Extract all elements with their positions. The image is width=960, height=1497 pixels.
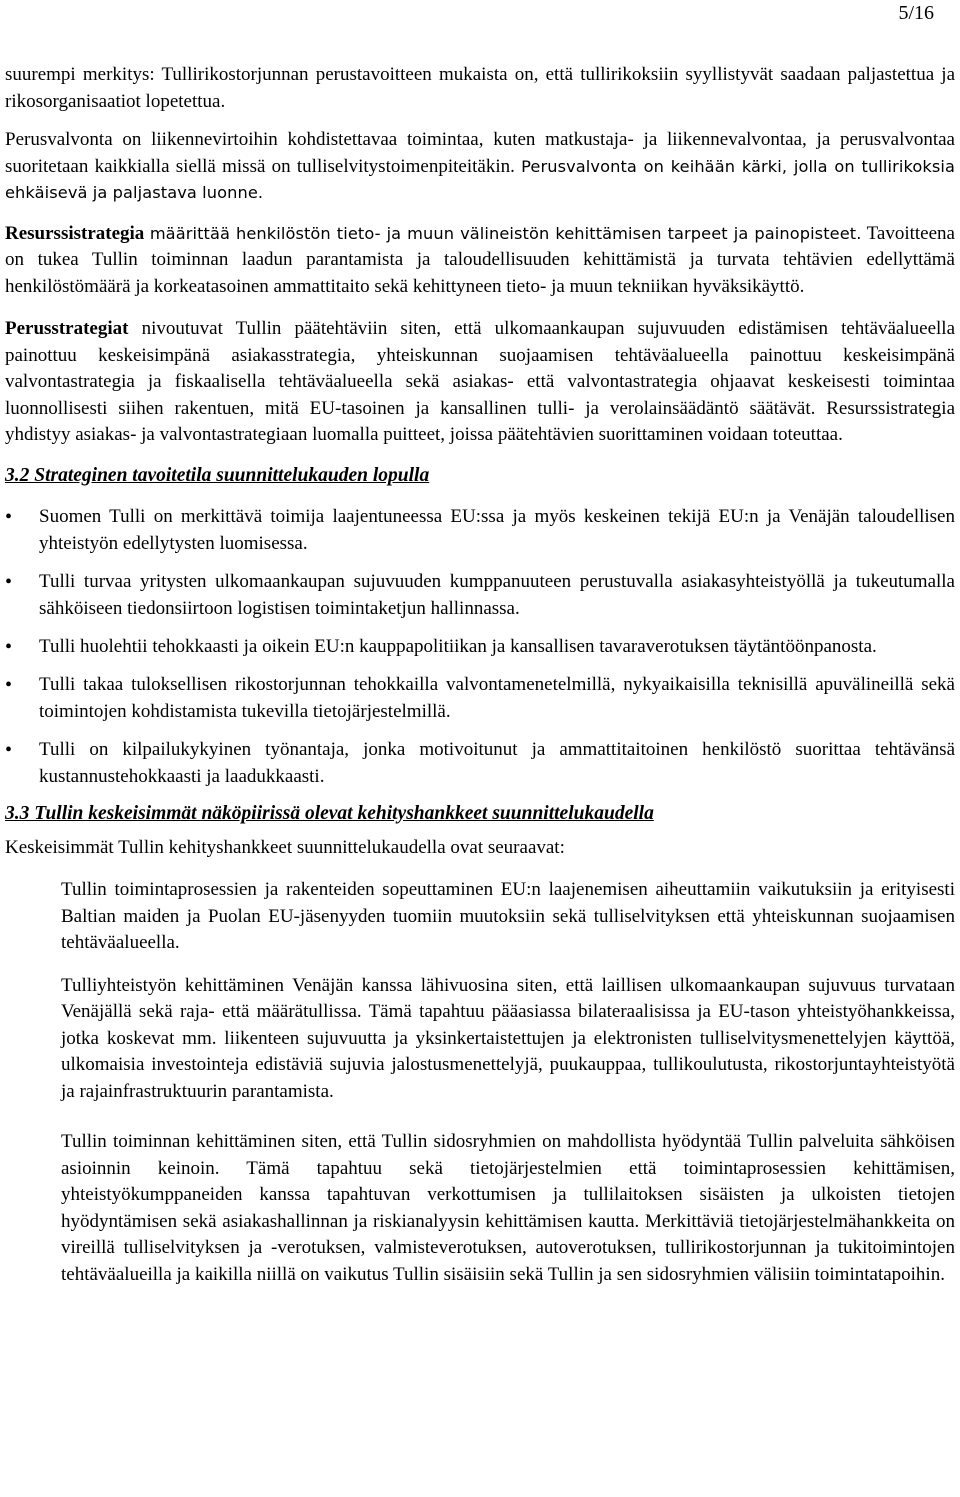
list-item: [5, 568, 955, 622]
bullet-text: Tulli takaa tuloksellisen rikostorjunnan tehokkailla valvontamenetelmillä, nykyaikaisilla teknisillä apuvälineillä sekä toimintojen kohdistamista tukevilla tietojärjestelmillä.: [39, 673, 955, 722]
perusstrategiat-term: Perusstrategiat: [5, 318, 129, 339]
project-paragraph: Tullin toiminnan kehittäminen siten, että Tullin sidosryhmien on mahdollista hyödyntää Tullin palveluita sähköisen asioinnin keinoin. Tämä tapahtuu sekä tietojärjestelmien että toimintaprosessien kehittämisen, yhteistyökumppaneiden kanssa tapahtuvan verkottumisen ja tullilaitoksen sisäisten ja ulkoisten tietojen hyödyntämisen sekä asiakashallinnan ja riskianalyysin kehittämisen kautta. Merkittäviä tietojärjestelmähankkeita on vireillä tulliselvityksen ja -verotuksen, valmisteverotuksen, autoverotuksen, tullirikostorjunnan ja tukitoimintojen tehtäväalueilla ja kaikilla niillä on vaikutus Tullin sisäisiin sekä Tullin ja sen sidosryhmien välisiin toimintatapoihin.: [61, 1131, 955, 1285]
perusvalvonta-text-serif: Perusvalvonta on liikennevirtoihin kohdistettavaa toimintaa, kuten matkustaja- ja liikennevalvontaa, ja perusvalvontaa suoritetaan kaikkialla siellä missä on tulliselvitystoimenpiteitäkin.: [5, 129, 955, 177]
list-item: [5, 633, 955, 660]
list-item: [5, 671, 955, 725]
page-number: 5/16: [898, 2, 934, 24]
bullet-text: Tulli turvaa yritysten ulkomaankaupan sujuvuuden kumppanuuteen perustuvalla asiakasyhteistyöllä ja tukeutumalla sähköiseen tiedonsiirtoon logistisen toimintaketjun hallinnassa.: [39, 570, 955, 619]
bullet-text: Tulli on kilpailukykyinen työnantaja, jonka motivoitunut ja ammattitaitoinen henkilöstö suorittaa tehtävänsä kustannustehokkaasti ja laadukkaasti.: [39, 738, 955, 787]
paragraph-3-3-intro: Keskeisimmät Tullin kehityshankkeet suunnittelukaudella ovat seuraavat:: [5, 836, 565, 858]
list-item: [5, 503, 955, 557]
project-paragraph: Tulliyhteistyön kehittäminen Venäjän kanssa lähivuosina siten, että laillisen ulkomaankaupan sujuvuus turvataan Venäjällä sekä raja- että määrätullissa. Tämä tapahtuu pääasiassa bilateraalisissa ja EU-tason yhteistyöhankkeissa, jotka koskevat mm. liikenteen sujuvuutta ja yksinkertaistettujen ja elektronisten tulliselvitysmenettelyjen käyttöä, ulkomaisia investointeja edistäviä sujuvia jalostusmenettelyjä, puukauppaa, tullikoulutusta, rikostorjuntayhteistyötä ja rajainfrastruktuurin parantamista.: [61, 974, 955, 1102]
goal-bullet-list: [5, 503, 955, 790]
bullet-icon: •: [5, 505, 13, 528]
perusstrategiat-text: nivoutuvat Tullin päätehtäviin siten, että ulkomaankaupan sujuvuuden edistämisen tehtäväalueella painottuu keskeisimpänä asiakasstrategia, yhteiskunnan suojaamisen tehtäväalueella painottuu keskeisimpänä valvontastrategia ja fiskaalisella tehtäväalueella sekä asiakas- että valvontastrategia ohjaavat keskeisesti toimintaa luonnollisesti siihen rakentuen, mitä EU-tasoinen ja kansallinen tulli- ja verolainsäädäntö säätävät. Resurssistrategia yhdistyy asiakas- ja valvontastrategiaan luomalla puitteet, joissa päätehtävien suorittaminen voidaan toteuttaa.: [5, 318, 956, 445]
bullet-icon: •: [5, 738, 13, 761]
resurssistrategia-text-serif: Tavoitteena on tukea Tullin toiminnan laadun parantamista ja taloudellisuuden kehittämistä ja turvata tehtävien edellyttämä henkilöstömäärä ja korkeatasoinen ammattitaito sekä kehittyneen tieto- ja muun tekniikan hyväksikäyttö.: [5, 222, 955, 297]
paragraph-resurssistrategia: [5, 221, 955, 301]
heading-3-3: 3.3 Tullin keskeisimmät näköpiirissä olevat kehityshankkeet suunnittelukaudella: [5, 802, 654, 824]
paragraph-perusstrategiat: [5, 316, 955, 449]
project-paragraph: Tullin toimintaprosessien ja rakenteiden sopeuttaminen EU:n laajenemisen aiheuttamiin vaikutuksiin ja erityisesti Baltian maiden ja Puolan EU-jäsenyyden tuomiin muutoksiin sekä tulliselvityksen että yhteiskunnan suojaamisen tehtäväalueella.: [61, 879, 955, 953]
bullet-icon: •: [5, 570, 13, 593]
bullet-text: Suomen Tulli on merkittävä toimija laajentuneessa EU:ssa ja myös keskeinen tekijä EU:n ja Venäjän taloudellisen yhteistyön edellytysten luomisessa.: [39, 505, 955, 554]
bullet-icon: •: [5, 673, 13, 696]
resurssistrategia-text-sans: määrittää henkilöstön tieto- ja muun välineistön kehittämisen tarpeet ja painopisteet.: [149, 223, 862, 243]
bullet-text: Tulli huolehtii tehokkaasti ja oikein EU:n kauppapolitiikan ja kansallisen tavaraverotuksen täytäntöönpanosta.: [39, 635, 877, 657]
document-body: [5, 62, 955, 1288]
perusvalvonta-text-sans: Perusvalvonta on keihään kärki, jolla on tullirikoksia ehkäisevä ja paljastava luonne.: [5, 156, 955, 202]
heading-3-2: 3.2 Strateginen tavoitetila suunnittelukauden lopulla: [5, 464, 430, 486]
bullet-icon: •: [5, 635, 13, 658]
list-item: [5, 736, 955, 790]
paragraph-perusvalvonta: [5, 127, 955, 207]
resurssistrategia-term: Resurssistrategia: [5, 222, 145, 244]
paragraph-intro: suurempi merkitys: Tullirikostorjunnan perustavoitteen mukaista on, että tullirikoksiin syyllistyvät saadaan paljastettua ja rikosorganisaatiot lopetettua.: [5, 64, 955, 112]
